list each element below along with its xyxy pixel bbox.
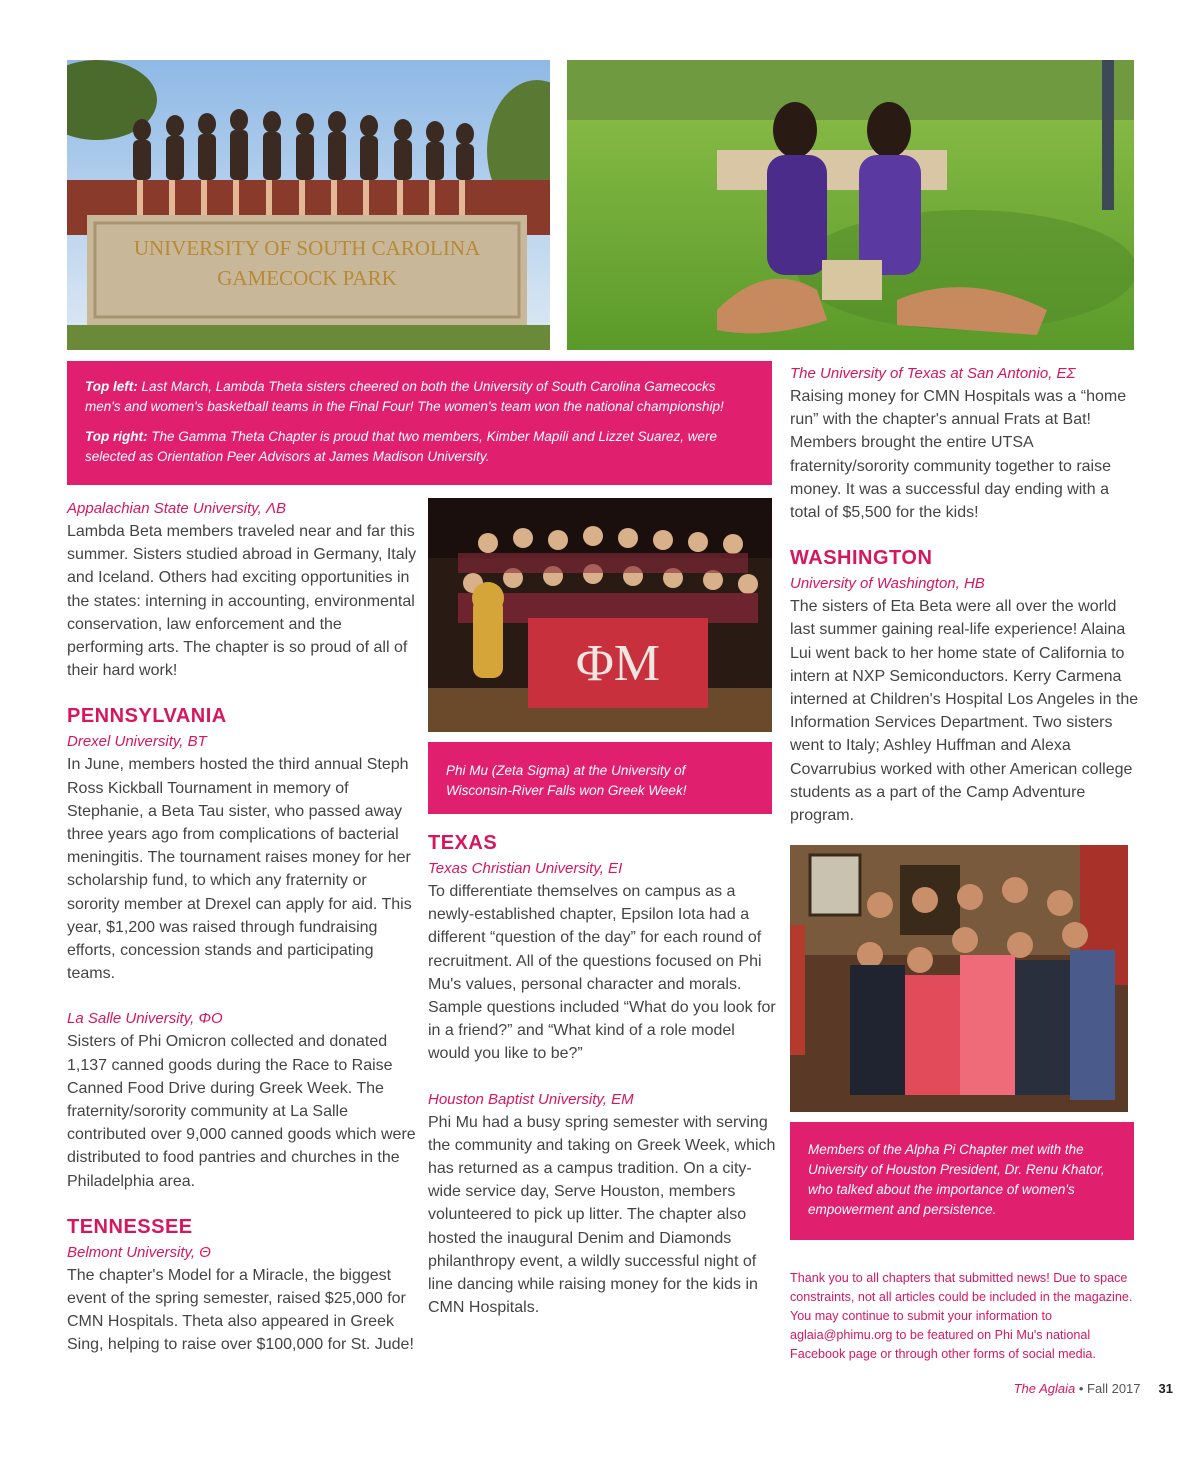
flag-letters: ΦM xyxy=(575,635,661,692)
uw-body: The sisters of Eta Beta were all over the world last summer gaining real-life experience! Alaina Lui went back to her home state of California to intern at NXP Semiconductors. Kerry Carmena interned at Children's Hospital Los Angeles in the Information Services Department. Two sisters went to Italy; Ashley Huffman and Alexa Covarrubius worked with other American college students as a part of the Camp Adventure program. xyxy=(790,598,1139,825)
page-footer xyxy=(1014,1381,1173,1396)
caption-top-right-label: Top right: xyxy=(85,429,148,444)
column-left xyxy=(67,497,417,1357)
lasalle-title: La Salle University, ΦO xyxy=(67,1010,223,1028)
caption-top-left-text: Last March, Lambda Theta sisters cheered on both the University of South Carolina Gamecocks men's and women's basketball teams in the Final Four! The women's team won the national championship! xyxy=(85,379,724,414)
texas-heading: TEXAS xyxy=(428,832,498,854)
top-caption-box xyxy=(67,361,772,485)
utsa-body: Raising money for CMN Hospitals was a “home run” with the chapter's annual Frats at Bat! Members brought the entire UTSA fraternity/sorority community together to raise money. It was a successful day ending with a total of $5,500 for the kids! xyxy=(790,388,1127,522)
uw-title: University of Washington, HB xyxy=(790,575,985,593)
tennessee-heading: TENNESSEE xyxy=(67,1215,193,1238)
pennsylvania-heading: PENNSYLVANIA xyxy=(67,705,227,728)
hbu-title: Houston Baptist University, EM xyxy=(428,1090,634,1108)
washington-heading: WASHINGTON xyxy=(790,547,933,570)
tcu-title: Texas Christian University, EI xyxy=(428,860,623,877)
utsa-title: The University of Texas at San Antonio, EΣ xyxy=(790,365,1076,382)
page-number: 31 xyxy=(1158,1381,1173,1396)
phi-mu-caption: Phi Mu (Zeta Sigma) at the University of Wisconsin-River Falls won Greek Week! xyxy=(446,763,687,798)
column-middle xyxy=(428,829,778,1319)
thanks-note: Thank you to all chapters that submitted news! Due to space constraints, not all articles could be included in the magazine. You may continue to submit your information to aglaia@phimu.org to be featured on Phi Mu's national Facebook page or through other forms of social media. xyxy=(790,1271,1133,1361)
appalachian-body: Lambda Beta members traveled near and far this summer. Sisters studied abroad in Germany, Italy and Iceland. Others had exciting opportunities in the states: interning in accounting, environmental conservation, law enforcement and the performing arts. The chapter is so proud of all of their hard work! xyxy=(67,523,417,680)
hbu-body: Phi Mu had a busy spring semester with serving the community and taking on Greek Week, which has returned as a campus tradition. On a city-wide service day, Serve Houston, members volunteered to pick up litter. The chapter also hosted the inaugural Denim and Diamonds philanthropy event, a wildly successful night of line dancing while raising money for the kids in CMN Hospitals. xyxy=(428,1113,776,1317)
appalachian-title: Appalachian State University, ΛB xyxy=(67,500,287,517)
caption-top-left-label: Top left: xyxy=(85,379,138,394)
drexel-title: Drexel University, BT xyxy=(67,733,207,751)
alpha-pi-caption: Members of the Alpha Pi Chapter met with the University of Houston President, Dr. Renu Khator, who talked about the importance of women's empowerment and persistence. xyxy=(808,1142,1105,1217)
photo-james-madison xyxy=(567,60,1134,350)
lasalle-body: Sisters of Phi Omicron collected and donated 1,137 canned goods during the Race to Raise Canned Food Drive during Greek Week. The fraternity/sorority community at La Salle contributed over 9,000 canned goods which were distributed to food pantries and churches in the Philadelphia area. xyxy=(67,1033,416,1190)
column-right xyxy=(790,362,1140,827)
belmont-title: Belmont University, Θ xyxy=(67,1243,211,1261)
sign-text-line1: UNIVERSITY OF SOUTH CAROLINA xyxy=(133,236,481,260)
caption-top-right-text: The Gamma Theta Chapter is proud that two members, Kimber Mapili and Lizzet Suarez, were selected as Orientation Peer Advisors at James Madison University. xyxy=(85,429,717,464)
photo-phi-mu-group xyxy=(428,498,772,732)
phi-mu-caption-box xyxy=(428,742,772,814)
photo-alpha-pi-group xyxy=(790,845,1128,1112)
drexel-body: In June, members hosted the third annual Steph Ross Kickball Tournament in memory of Stephanie, a Beta Tau sister, who passed away three years ago from complications of bacterial meningitis. The tournament raises money for her scholarship fund, to which any fraternity or sorority member at Drexel can apply for aid. This year, $1,200 was raised through fundraising efforts, concession stands and participating teams. xyxy=(67,756,412,983)
belmont-body: The chapter's Model for a Miracle, the biggest event of the spring semester, raised $25,000 for CMN Hospitals. Theta also appeared in Greek Sing, helping to raise over $100,000 for St. Jude! xyxy=(67,1266,414,1354)
issue-label: • Fall 2017 xyxy=(1075,1381,1141,1396)
sign-text-line2: GAMECOCK PARK xyxy=(217,266,397,290)
magazine-name: The Aglaia xyxy=(1013,1381,1076,1396)
tcu-body: To differentiate themselves on campus as a newly-established chapter, Epsilon Iota had a different “question of the day” for each round of recruitment. All of the questions focused on Phi Mu's values, personal character and morals. Sample questions included “What do you look for in a friend?” and “What kind of a role model would you like to be?” xyxy=(428,883,776,1063)
alpha-pi-caption-box xyxy=(790,1122,1134,1240)
photo-south-carolina xyxy=(67,60,550,350)
